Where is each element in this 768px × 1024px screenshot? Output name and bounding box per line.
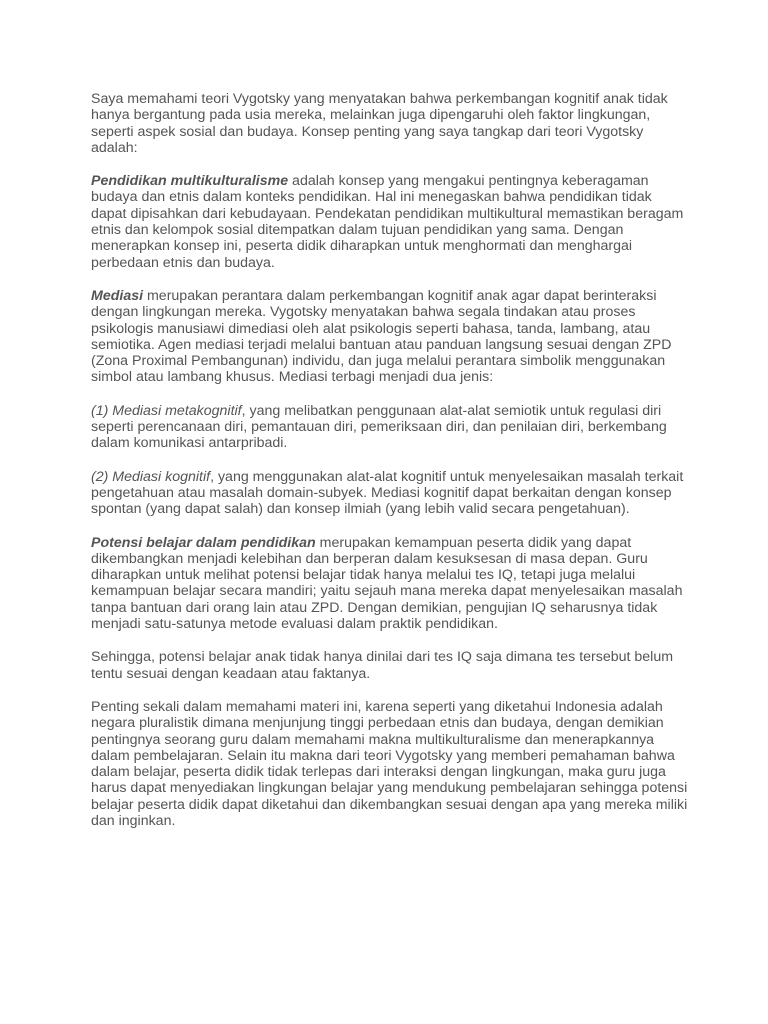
paragraph-text: Penting sekali dalam memahami materi ini, karena seperti yang diketahui Indonesia adalah negara pluralistik dimana menjunjung tinggi perbedaan etnis dan budaya, dengan demikian pentingnya seorang guru dalam memahami makna multikulturalisme dan menerapkannya dalam pembelajaran. Selain itu makna dari teori Vygotsky yang memberi pemahaman bahwa dalam belajar, peserta didik tidak terlepas dari interaksi dengan lingkungan, maka guru juga harus dapat menyediakan lingkungan belajar yang mendukung pembelajaran sehingga potensi belajar peserta didik dapat diketahui dan dikembangkan sesuai dengan apa yang mereka miliki dan inginkan. [91,698,688,829]
paragraph-text: , yang menggunakan alat-alat kognitif untuk menyelesaikan masalah terkait pengetahuan atau masalah domain-subyek. Mediasi kognitif dapat berkaitan dengan konsep spontan (yang dapat salah) dan konsep ilmiah (yang lebih valid secara pengetahuan). [91,468,684,518]
paragraph-mediasi-kognitif [91,469,691,518]
paragraph-sehingga [91,649,691,682]
term-mediasi-kognitif: (2) Mediasi kognitif [91,468,211,485]
paragraph-multikulturalisme [91,173,691,271]
paragraph-potensi-belajar [91,535,691,633]
paragraph-text: Saya memahami teori Vygotsky yang menyatakan bahwa perkembangan kognitif anak tidak hanya bergantung pada usia mereka, melainkan juga dipengaruhi oleh faktor lingkungan, seperti aspek sosial dan budaya. Konsep penting yang saya tangkap dari teori Vygotsky adalah: [91,91,668,156]
paragraph-text: Sehingga, potensi belajar anak tidak hanya dinilai dari tes IQ saja dimana tes tersebut belum tentu sesuai dengan keadaan atau faktanya. [91,649,674,682]
paragraph-text: , yang melibatkan penggunaan alat-alat semiotik untuk regulasi diri seperti perencanaan diri, pemantauan diri, pemeriksaan diri, dan penilaian diri, berkembang dalam komunikasi antarpribadi. [91,402,667,452]
paragraph-intro [91,91,691,156]
paragraph-penting [91,699,691,829]
paragraph-text: merupakan kemampuan peserta didik yang dapat dikembangkan menjadi kelebihan dan berperan dalam kesuksesan di masa depan. Guru diharapkan untuk melihat potensi belajar tidak hanya melalui tes IQ, tetapi juga melalui kemampuan belajar secara mandiri; yaitu sejauh mana mereka dapat menyelesaikan masalah tanpa bantuan dari orang lain atau ZPD. Dengan demikian, pengujian IQ seharusnya tidak menjadi satu-satunya metode evaluasi dalam praktik pendidikan. [91,534,683,633]
term-mediasi: Mediasi [91,287,144,304]
paragraph-mediasi-metakognitif [91,403,691,452]
paragraph-text: adalah konsep yang mengakui pentingnya keberagaman budaya dan etnis dalam konteks pendidikan. Hal ini menegaskan bahwa pendidikan tidak dapat dipisahkan dari kebudayaan. Pendekatan pendidikan multikultural memastikan beragam etnis dan kelompok sosial ditempatkan dalam tujuan pendidikan yang sama. Dengan menerapkan konsep ini, peserta didik diharapkan untuk menghormati dan menghargai perbedaan etnis dan budaya. [91,173,684,271]
paragraph-text: merupakan perantara dalam perkembangan kognitif anak agar dapat berinteraksi dengan lingkungan mereka. Vygotsky menyatakan bahwa segala tindakan atau proses psikologis manusiawi dimediasi oleh alat psikologis seperti bahasa, tanda, lambang, atau semiotika. Agen mediasi terjadi melalui bantuan atau panduan langsung sesuai dengan ZPD (Zona Proximal Pembangunan) individu, dan juga melalui perantara simbolik menggunakan simbol atau lambang khusus. Mediasi terbagi menjadi dua jenis: [91,287,672,386]
term-multikulturalisme: Pendidikan multikulturalisme [91,173,289,190]
paragraph-mediasi [91,288,691,386]
term-potensi-belajar: Potensi belajar dalam pendidikan [91,534,316,551]
term-mediasi-metakognitif: (1) Mediasi metakognitif [91,402,242,419]
document-page [91,91,691,846]
